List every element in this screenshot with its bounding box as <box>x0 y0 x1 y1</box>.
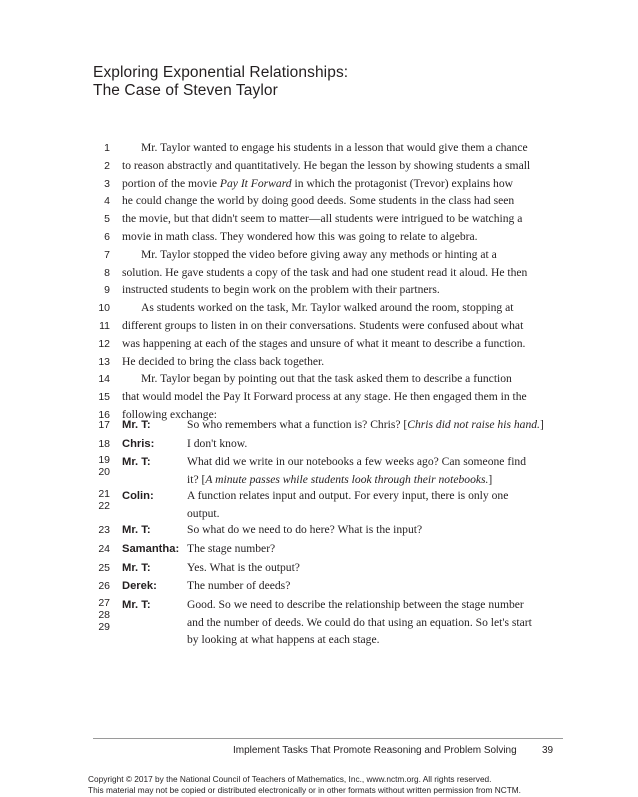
text-run: Mr. Taylor stopped the video before giving away any methods or hinting at a <box>141 247 497 261</box>
text-run: ] <box>488 472 493 486</box>
text-run: ] <box>539 418 544 431</box>
text-run: different groups to listen in on their conversations. Students were confused about what <box>122 319 524 332</box>
copyright-line-2: This material may not be copied or distributed electronically or in other formats without written permission from NCTM. <box>88 785 521 795</box>
text-run: in which the protagonist (Trevor) explains how <box>291 176 514 190</box>
text-run: by looking at what happens at each stage. <box>187 633 380 646</box>
speaker-name: Derek: <box>122 580 157 592</box>
footer-rule <box>93 738 563 739</box>
text-line <box>122 319 523 333</box>
line-number: 2 <box>104 159 110 172</box>
line-number: 18 <box>98 438 110 450</box>
text-run: Mr. Taylor began by pointing out that the task asked them to describe a function <box>141 372 512 386</box>
text-run: that would model the Pay It Forward process at any stage. He then engaged them in the <box>122 390 527 404</box>
text-line <box>122 230 478 244</box>
line-number: 5 <box>104 213 110 226</box>
text-run: following exchange: <box>122 408 217 421</box>
line-number: 16 <box>98 409 110 421</box>
title-line-2: The Case of Steven Taylor <box>93 82 278 99</box>
line-number: 13 <box>98 355 110 368</box>
text-run: solution. He gave students a copy of the task and had one student read it aloud. He then <box>122 265 528 279</box>
italic-run: A minute passes while students look through their notebooks. <box>205 472 489 486</box>
text-run: What did we write in our notebooks a few weeks ago? Can someone find <box>187 455 527 468</box>
dialogue-line <box>187 523 422 537</box>
line-number: 11 <box>99 320 110 332</box>
speaker-name: Samantha: <box>122 543 180 555</box>
text-run: was happening at each of the stages and unsure of what it meant to describe a function. <box>122 336 526 350</box>
line-number: 29 <box>98 621 110 633</box>
line-number: 15 <box>98 391 110 404</box>
text-run: the movie, but that didn't seem to matter—all students were intrigued to be watching a <box>122 212 523 226</box>
text-line <box>141 141 528 155</box>
speaker-name: Mr. T: <box>122 562 151 574</box>
copyright-line-1: Copyright © 2017 by the National Council of Teachers of Mathematics, Inc., www.nctm.org. All rights reserved. <box>88 774 492 784</box>
line-number: 6 <box>104 231 110 243</box>
text-run: So what do we need to do here? What is the input? <box>187 523 423 536</box>
text-run: it? [ <box>187 472 206 486</box>
text-line <box>122 337 525 351</box>
line-number: 7 <box>104 248 110 261</box>
italic-run: Chris did not raise his hand. <box>407 418 540 431</box>
text-line <box>122 266 527 280</box>
page-title <box>93 64 348 100</box>
text-line <box>141 248 497 262</box>
text-run: he could change the world by doing good deeds. Some students in the class had seen <box>122 194 515 208</box>
line-number: 21 <box>98 488 110 500</box>
title-line-1: Exploring Exponential Relationships: <box>93 64 349 81</box>
dialogue-line <box>187 418 544 432</box>
text-line <box>122 283 440 297</box>
dialogue-line <box>187 616 532 630</box>
speaker-name: Colin: <box>122 490 154 502</box>
line-number: 28 <box>98 609 110 621</box>
italic-run: Pay It Forward <box>219 176 292 190</box>
page-number: 39 <box>542 745 554 756</box>
dialogue-line <box>187 437 247 451</box>
line-number: 26 <box>98 580 110 592</box>
line-number: 12 <box>98 337 110 350</box>
speaker-name: Mr. T: <box>122 456 151 468</box>
dialogue-line <box>187 542 275 556</box>
text-run: As students worked on the task, Mr. Taylor walked around the room, stopping at <box>141 301 514 315</box>
line-number: 23 <box>98 524 110 536</box>
text-run: So who remembers what a function is? Chris? [ <box>187 418 408 431</box>
line-number: 14 <box>98 373 110 386</box>
line-number: 10 <box>98 302 110 315</box>
line-number: 1 <box>104 142 110 154</box>
dialogue-line <box>187 633 380 647</box>
line-number: 24 <box>98 543 110 555</box>
dialogue-line <box>187 561 300 575</box>
footer-text: Implement Tasks That Promote Reasoning and Problem Solving <box>233 745 517 756</box>
line-number: 25 <box>98 562 110 574</box>
dialogue-line <box>187 507 220 521</box>
text-run: Yes. What is the output? <box>187 561 300 574</box>
line-number: 8 <box>104 266 110 279</box>
line-number: 17 <box>98 419 110 431</box>
text-line <box>122 159 530 173</box>
line-number: 9 <box>104 284 110 297</box>
text-run: instructed students to begin work on the problem with their partners. <box>122 283 440 297</box>
line-number: 20 <box>98 466 110 478</box>
text-run: The stage number? <box>187 542 276 555</box>
line-number: 3 <box>104 177 110 190</box>
text-line <box>122 390 527 404</box>
text-run: The number of deeds? <box>187 579 291 592</box>
text-line <box>122 212 522 226</box>
dialogue-line <box>187 598 524 612</box>
text-run: He decided to bring the class back together. <box>122 354 325 368</box>
speaker-name: Mr. T: <box>122 419 151 431</box>
dialogue-line <box>187 455 526 469</box>
text-run: portion of the movie <box>122 176 220 190</box>
text-run: Good. So we need to describe the relationship between the stage number <box>187 598 524 611</box>
dialogue-line <box>187 473 492 487</box>
dialogue-line <box>187 489 508 503</box>
line-number: 27 <box>98 597 110 609</box>
text-run: and the number of deeds. We could do that using an equation. So let's start <box>187 615 532 629</box>
line-number: 22 <box>98 500 110 512</box>
speaker-name: Mr. T: <box>122 524 151 536</box>
text-run: movie in math class. They wondered how this was going to relate to algebra. <box>122 230 478 243</box>
text-run: output. <box>187 506 220 520</box>
text-run: to reason abstractly and quantitatively. He began the lesson by showing students a small <box>122 158 531 172</box>
text-run: A function relates input and output. For every input, there is only one <box>187 489 509 502</box>
speaker-name: Mr. T: <box>122 599 151 611</box>
dialogue-line <box>187 579 290 593</box>
text-run: I don't know. <box>187 437 248 450</box>
text-line <box>122 194 514 208</box>
text-run: Mr. Taylor wanted to engage his students in a lesson that would give them a chance <box>141 141 528 154</box>
speaker-name: Chris: <box>122 438 155 450</box>
text-line <box>122 355 324 369</box>
text-line <box>141 301 514 315</box>
text-line <box>141 372 512 386</box>
text-line <box>122 177 513 191</box>
line-number: 4 <box>104 195 110 208</box>
line-number: 19 <box>98 454 110 466</box>
